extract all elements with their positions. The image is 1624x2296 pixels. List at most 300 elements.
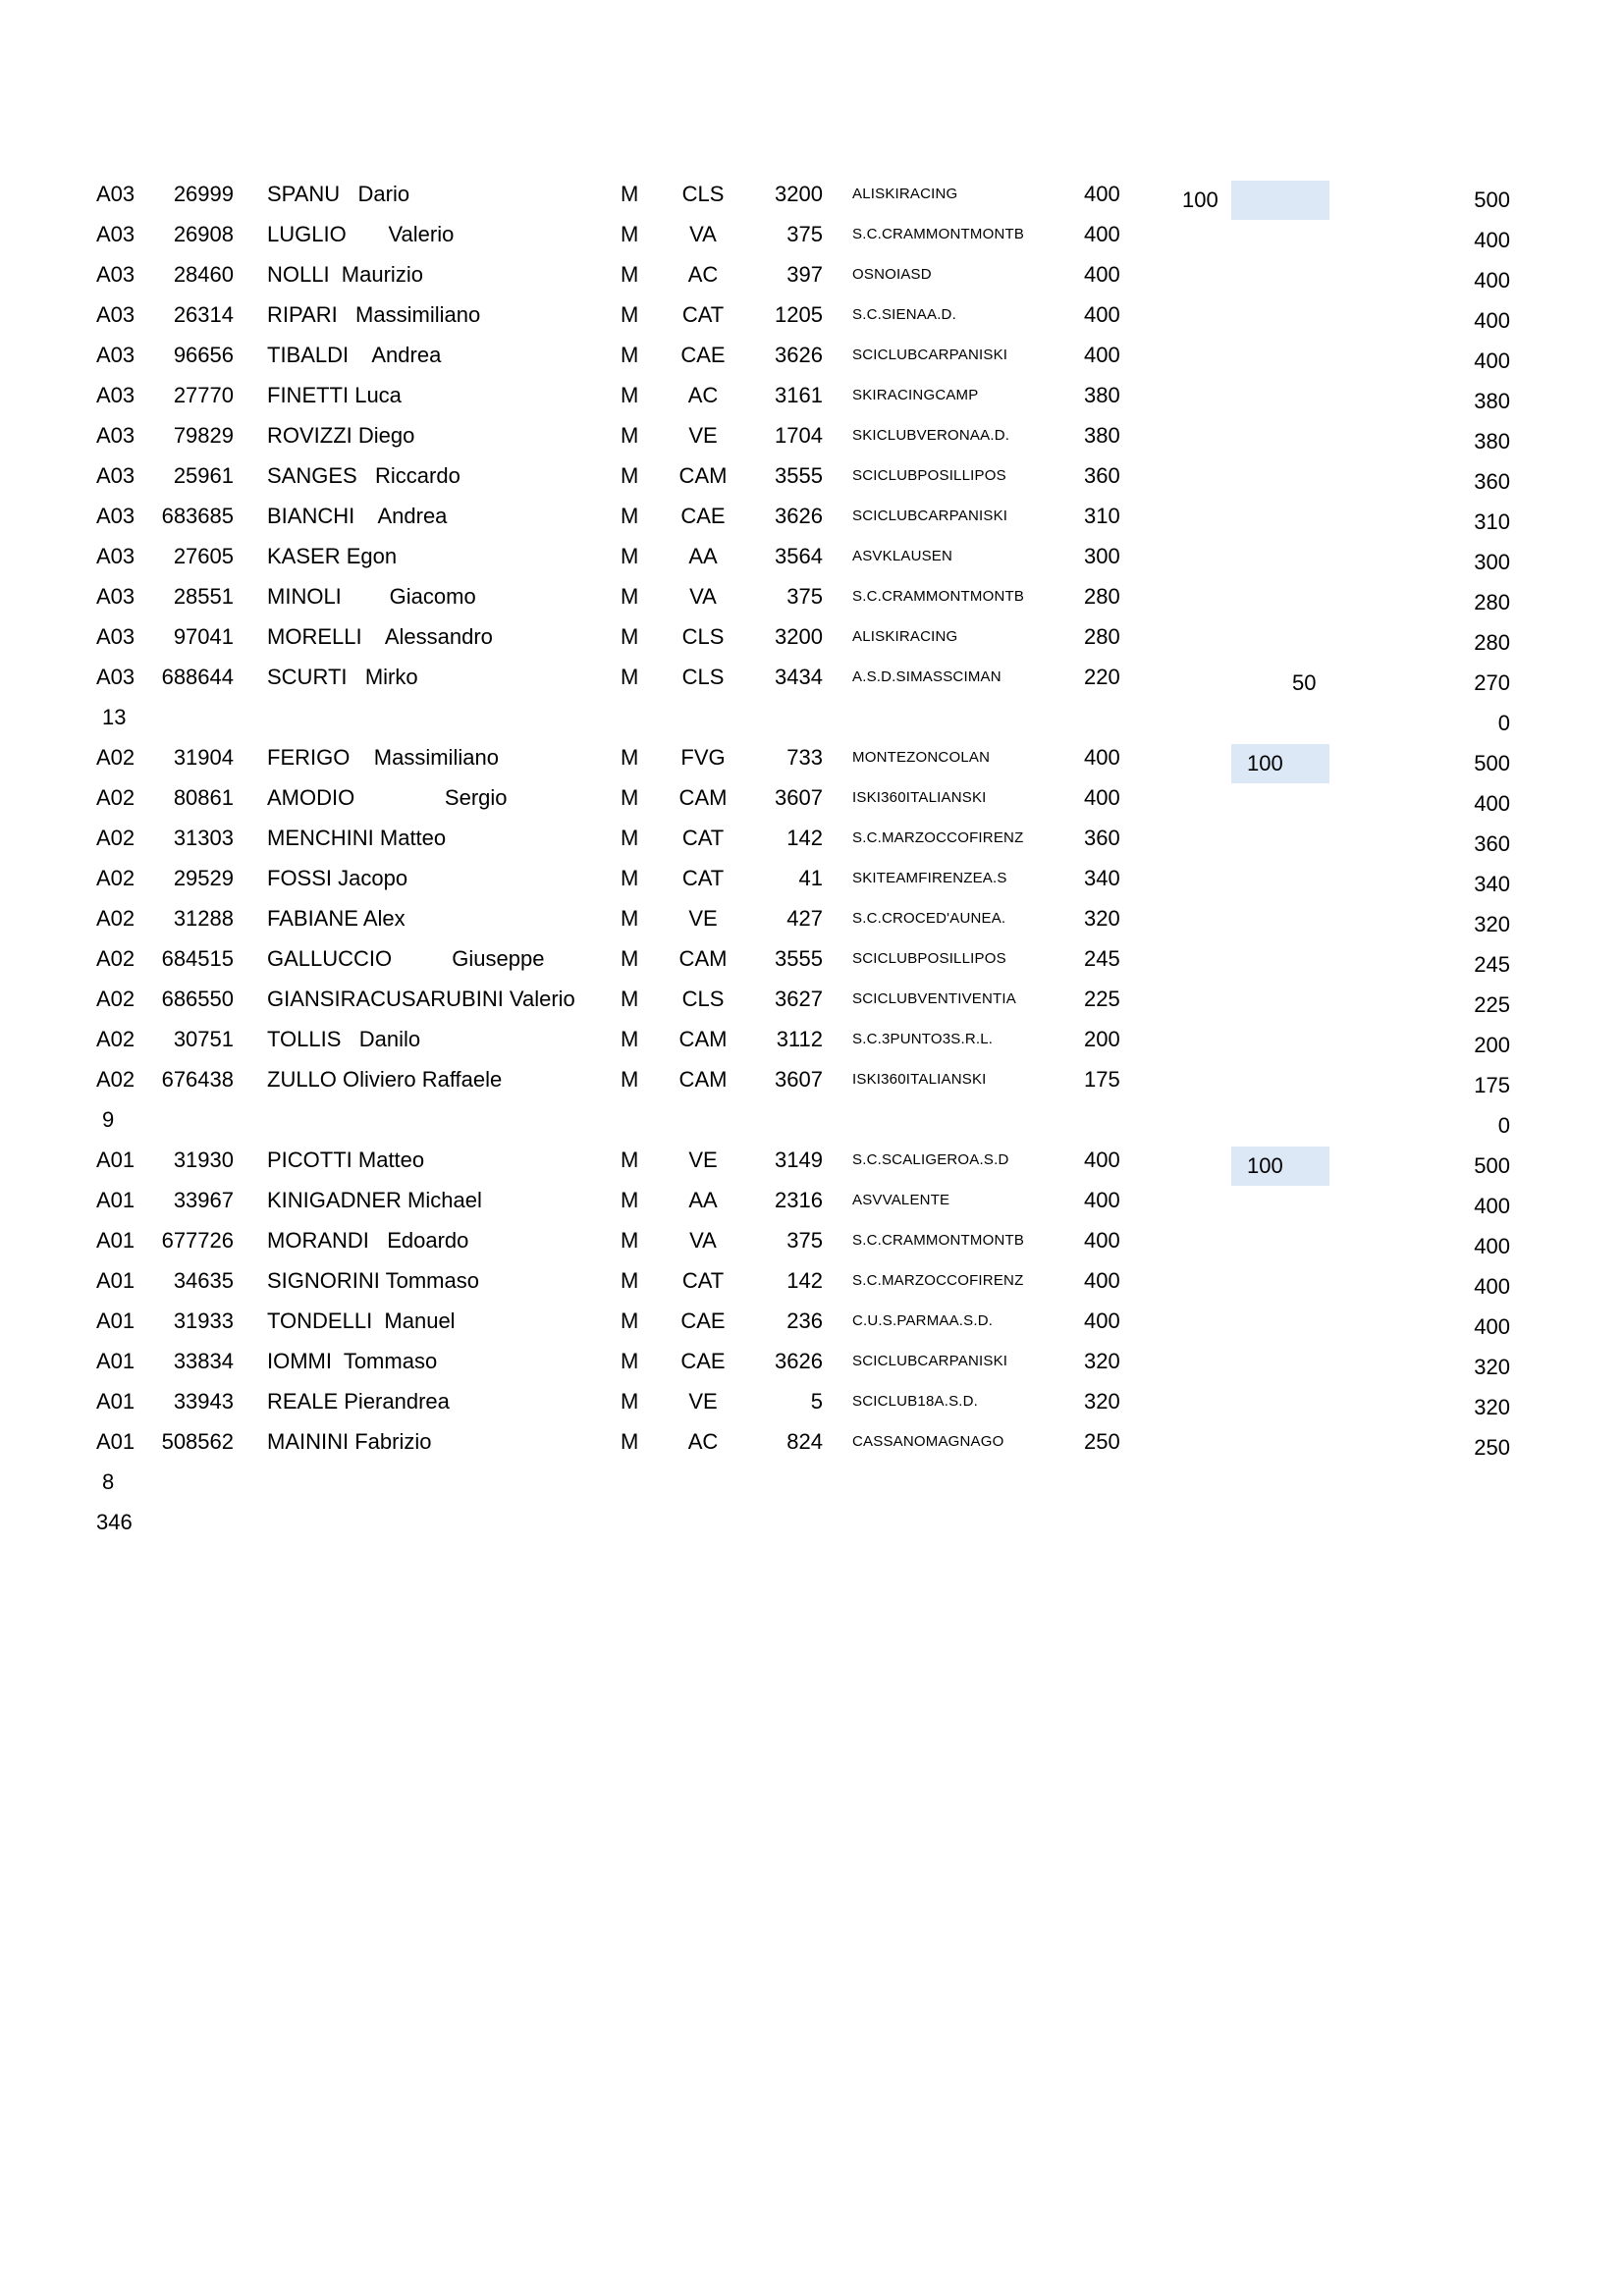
team-name-cell: SCICLUBCARPANISKI bbox=[852, 507, 1008, 524]
category-cell: A01 bbox=[96, 1389, 135, 1414]
team-name-cell: OSNOIASD bbox=[852, 266, 932, 283]
athlete-name-cell: ROVIZZI Diego bbox=[267, 423, 415, 448]
region-label: VA bbox=[689, 222, 717, 246]
total-cell: 225 bbox=[1474, 992, 1510, 1017]
team-name-cell: S.C.MARZOCCOFIRENZ bbox=[852, 829, 1024, 846]
category-cell: A03 bbox=[96, 182, 135, 206]
table-row bbox=[0, 336, 1624, 375]
points-cell: 340 bbox=[1084, 866, 1120, 890]
athlete-name-cell: SANGES Riccardo bbox=[267, 463, 460, 488]
athlete-code-cell: 31930 bbox=[173, 1148, 234, 1172]
table-row bbox=[0, 1020, 1624, 1059]
points-cell: 400 bbox=[1084, 745, 1120, 770]
athlete-code-cell: 26999 bbox=[173, 182, 234, 206]
sex-cell: M bbox=[621, 1429, 639, 1454]
club-code-cell: 142 bbox=[786, 826, 823, 850]
total-cell: 340 bbox=[1474, 872, 1510, 896]
category-cell: A02 bbox=[96, 1027, 135, 1051]
athlete-name-cell: TOLLIS Danilo bbox=[267, 1027, 421, 1051]
table-row bbox=[0, 980, 1624, 1019]
club-code-cell: 375 bbox=[786, 584, 823, 609]
points-cell: 400 bbox=[1084, 785, 1120, 810]
group-count: 13 bbox=[102, 705, 127, 729]
sex-cell: M bbox=[621, 423, 639, 448]
category-cell: A03 bbox=[96, 262, 135, 287]
club-code-cell: 397 bbox=[786, 262, 823, 287]
sex-cell: M bbox=[621, 343, 639, 367]
region-label: CAM bbox=[678, 946, 728, 971]
bonus-b-cell bbox=[1231, 1388, 1329, 1427]
team-name-cell: S.C.MARZOCCOFIRENZ bbox=[852, 1272, 1024, 1289]
bonus-b-cell bbox=[1231, 1187, 1329, 1226]
team-name-cell: ALISKIRACING bbox=[852, 628, 958, 645]
bonus-b-cell bbox=[1231, 1066, 1329, 1105]
total-cell: 400 bbox=[1474, 791, 1510, 816]
total-cell: 380 bbox=[1474, 429, 1510, 454]
grand-total-row bbox=[0, 1503, 1624, 1542]
points-cell: 400 bbox=[1084, 262, 1120, 287]
athlete-name-cell: LUGLIO Valerio bbox=[267, 222, 455, 246]
athlete-code-cell: 26908 bbox=[173, 222, 234, 246]
athlete-name-cell: RIPARI Massimiliano bbox=[267, 302, 481, 327]
club-code-cell: 1205 bbox=[775, 302, 823, 327]
sex-cell: M bbox=[621, 1268, 639, 1293]
points-cell: 220 bbox=[1084, 665, 1120, 689]
bonus-b-cell bbox=[1231, 342, 1329, 381]
sex-cell: M bbox=[621, 624, 639, 649]
region-label: CAM bbox=[678, 1067, 728, 1092]
sex-cell: M bbox=[621, 463, 639, 488]
points-cell: 380 bbox=[1084, 383, 1120, 407]
team-name-cell: SCICLUBPOSILLIPOS bbox=[852, 467, 1006, 484]
team-name-cell: ALISKIRACING bbox=[852, 186, 958, 202]
table-row bbox=[0, 738, 1624, 777]
club-code-cell: 41 bbox=[798, 866, 823, 890]
team-name-cell: SKIRACINGCAMP bbox=[852, 387, 979, 403]
team-name-cell: C.U.S.PARMAA.S.D. bbox=[852, 1312, 994, 1329]
group-count-total: 0 bbox=[1497, 1113, 1510, 1138]
athlete-code-cell: 31904 bbox=[173, 745, 234, 770]
table-row bbox=[0, 658, 1624, 697]
athlete-name-cell: KASER Egon bbox=[267, 544, 398, 568]
athlete-name-cell: FERIGO Massimiliano bbox=[267, 745, 499, 770]
table-row bbox=[0, 255, 1624, 294]
bonus-b-cell bbox=[1231, 181, 1329, 220]
category-cell: A02 bbox=[96, 785, 135, 810]
table-row bbox=[0, 175, 1624, 214]
table-row bbox=[0, 1302, 1624, 1341]
athlete-name-cell: KINIGADNER Michael bbox=[267, 1188, 482, 1212]
athlete-name-cell: GALLUCCIO Giuseppe bbox=[267, 946, 545, 971]
sex-cell: M bbox=[621, 866, 639, 890]
athlete-name-cell: FABIANE Alex bbox=[267, 906, 406, 931]
category-cell: A01 bbox=[96, 1308, 135, 1333]
bonus-b-cell bbox=[1231, 744, 1329, 783]
athlete-code-cell: 33943 bbox=[173, 1389, 234, 1414]
bonus-b-cell bbox=[1231, 261, 1329, 300]
points-cell: 310 bbox=[1084, 504, 1120, 528]
athlete-name-cell: MORANDI Edoardo bbox=[267, 1228, 469, 1253]
points-cell: 400 bbox=[1084, 1268, 1120, 1293]
region-label: CAM bbox=[678, 1027, 728, 1051]
table-row bbox=[0, 1181, 1624, 1220]
category-cell: A03 bbox=[96, 584, 135, 609]
athlete-name-cell: ZULLO Oliviero Raffaele bbox=[267, 1067, 503, 1092]
club-code-cell: 3626 bbox=[775, 343, 823, 367]
bonus-b-value: 100 bbox=[1247, 751, 1283, 775]
athlete-name-cell: SCURTI Mirko bbox=[267, 665, 418, 689]
category-cell: A03 bbox=[96, 222, 135, 246]
bonus-b-cell bbox=[1231, 1147, 1329, 1186]
sex-cell: M bbox=[621, 222, 639, 246]
category-cell: A02 bbox=[96, 745, 135, 770]
total-cell: 300 bbox=[1474, 550, 1510, 574]
team-name-cell: ISKI360ITALIANSKI bbox=[852, 1071, 987, 1088]
athlete-code-cell: 31933 bbox=[173, 1308, 234, 1333]
bonus-b-cell bbox=[1231, 784, 1329, 824]
bonus-b-cell bbox=[1231, 583, 1329, 622]
sex-cell: M bbox=[621, 1188, 639, 1212]
athlete-name-cell: SPANU Dario bbox=[267, 182, 410, 206]
category-cell: A02 bbox=[96, 946, 135, 971]
club-code-cell: 3564 bbox=[775, 544, 823, 568]
athlete-code-cell: 25961 bbox=[173, 463, 234, 488]
bonus-b-cell bbox=[1231, 221, 1329, 260]
region-label: CAM bbox=[678, 785, 728, 810]
sex-cell: M bbox=[621, 182, 639, 206]
points-cell: 360 bbox=[1084, 826, 1120, 850]
athlete-code-cell: 79829 bbox=[173, 423, 234, 448]
table-row bbox=[0, 859, 1624, 898]
group-count-total: 0 bbox=[1497, 711, 1510, 735]
region-label: VE bbox=[688, 1389, 718, 1414]
category-cell: A03 bbox=[96, 383, 135, 407]
athlete-name-cell: SIGNORINI Tommaso bbox=[267, 1268, 479, 1293]
group-count: 9 bbox=[102, 1107, 115, 1132]
total-cell: 200 bbox=[1474, 1033, 1510, 1057]
athlete-code-cell: 684515 bbox=[161, 946, 234, 971]
points-cell: 400 bbox=[1084, 302, 1120, 327]
region-label: VE bbox=[688, 1148, 718, 1172]
club-code-cell: 3112 bbox=[776, 1027, 823, 1051]
points-cell: 400 bbox=[1084, 1148, 1120, 1172]
points-cell: 400 bbox=[1084, 1228, 1120, 1253]
table-row bbox=[0, 1382, 1624, 1421]
bonus-b-cell bbox=[1231, 865, 1329, 904]
region-label: AC bbox=[687, 262, 719, 287]
points-cell: 300 bbox=[1084, 544, 1120, 568]
total-cell: 245 bbox=[1474, 952, 1510, 977]
region-label: AA bbox=[688, 1188, 718, 1212]
athlete-name-cell: MINOLI Giacomo bbox=[267, 584, 476, 609]
points-cell: 400 bbox=[1084, 182, 1120, 206]
total-cell: 400 bbox=[1474, 1234, 1510, 1258]
sex-cell: M bbox=[621, 383, 639, 407]
table-row bbox=[0, 939, 1624, 979]
athlete-name-cell: TIBALDI Andrea bbox=[267, 343, 442, 367]
table-row bbox=[0, 617, 1624, 657]
category-cell: A02 bbox=[96, 906, 135, 931]
sex-cell: M bbox=[621, 785, 639, 810]
bonus-b-cell bbox=[1231, 1267, 1329, 1307]
group-count: 8 bbox=[102, 1469, 115, 1494]
club-code-cell: 3627 bbox=[775, 987, 823, 1011]
region-label: CAE bbox=[680, 1349, 726, 1373]
athlete-name-cell: MENCHINI Matteo bbox=[267, 826, 447, 850]
club-code-cell: 733 bbox=[786, 745, 823, 770]
sex-cell: M bbox=[621, 1228, 639, 1253]
region-label: FVG bbox=[680, 745, 726, 770]
points-cell: 400 bbox=[1084, 1308, 1120, 1333]
region-label: CAE bbox=[680, 1308, 726, 1333]
bonus-b-cell bbox=[1231, 543, 1329, 582]
total-cell: 280 bbox=[1474, 630, 1510, 655]
bonus-b-cell bbox=[1231, 503, 1329, 542]
athlete-name-cell: GIANSIRACUSARUBINI Valerio bbox=[267, 987, 575, 1011]
sex-cell: M bbox=[621, 1067, 639, 1092]
club-code-cell: 3555 bbox=[775, 946, 823, 971]
team-name-cell: MONTEZONCOLAN bbox=[852, 749, 991, 766]
table-row bbox=[0, 376, 1624, 415]
bonus-b-cell bbox=[1231, 986, 1329, 1025]
athlete-name-cell: NOLLI Maurizio bbox=[267, 262, 423, 287]
sex-cell: M bbox=[621, 946, 639, 971]
sex-cell: M bbox=[621, 584, 639, 609]
total-cell: 500 bbox=[1474, 751, 1510, 775]
region-label: CLS bbox=[681, 987, 725, 1011]
total-cell: 400 bbox=[1474, 348, 1510, 373]
team-name-cell: S.C.3PUNTO3S.R.L. bbox=[852, 1031, 994, 1047]
athlete-code-cell: 27605 bbox=[173, 544, 234, 568]
team-name-cell: S.C.CROCED'AUNEA. bbox=[852, 910, 1006, 927]
bonus-b-cell bbox=[1231, 1428, 1329, 1468]
points-cell: 320 bbox=[1084, 1389, 1120, 1414]
athlete-name-cell: BIANCHI Andrea bbox=[267, 504, 448, 528]
total-cell: 270 bbox=[1474, 670, 1510, 695]
points-cell: 280 bbox=[1084, 584, 1120, 609]
region-label: CAE bbox=[680, 504, 726, 528]
athlete-code-cell: 31303 bbox=[173, 826, 234, 850]
bonus-b-cell bbox=[1231, 623, 1329, 663]
table-row bbox=[0, 1422, 1624, 1462]
total-cell: 320 bbox=[1474, 1395, 1510, 1419]
category-cell: A03 bbox=[96, 544, 135, 568]
sex-cell: M bbox=[621, 1027, 639, 1051]
region-label: VA bbox=[689, 584, 717, 609]
club-code-cell: 375 bbox=[786, 222, 823, 246]
total-cell: 175 bbox=[1474, 1073, 1510, 1097]
table-row bbox=[0, 1060, 1624, 1099]
points-cell: 360 bbox=[1084, 463, 1120, 488]
region-label: CAT bbox=[681, 866, 725, 890]
region-label: CLS bbox=[681, 624, 725, 649]
table-row bbox=[0, 899, 1624, 938]
category-cell: A02 bbox=[96, 866, 135, 890]
athlete-code-cell: 686550 bbox=[161, 987, 234, 1011]
region-label: CAT bbox=[681, 302, 725, 327]
category-cell: A02 bbox=[96, 1067, 135, 1092]
total-cell: 400 bbox=[1474, 1274, 1510, 1299]
points-cell: 400 bbox=[1084, 222, 1120, 246]
total-cell: 280 bbox=[1474, 590, 1510, 614]
region-label: VE bbox=[688, 423, 718, 448]
table-row bbox=[0, 215, 1624, 254]
group-count-row bbox=[0, 698, 1624, 737]
category-cell: A01 bbox=[96, 1188, 135, 1212]
points-cell: 175 bbox=[1084, 1067, 1120, 1092]
athlete-code-cell: 676438 bbox=[161, 1067, 234, 1092]
athlete-code-cell: 508562 bbox=[161, 1429, 234, 1454]
sex-cell: M bbox=[621, 1349, 639, 1373]
points-cell: 280 bbox=[1084, 624, 1120, 649]
bonus-b-cell bbox=[1231, 422, 1329, 461]
total-cell: 400 bbox=[1474, 228, 1510, 252]
athlete-code-cell: 683685 bbox=[161, 504, 234, 528]
table-row bbox=[0, 778, 1624, 818]
athlete-name-cell: FOSSI Jacopo bbox=[267, 866, 408, 890]
category-cell: A01 bbox=[96, 1429, 135, 1454]
points-cell: 320 bbox=[1084, 906, 1120, 931]
team-name-cell: S.C.SCALIGEROA.S.D bbox=[852, 1151, 1009, 1168]
club-code-cell: 3626 bbox=[775, 1349, 823, 1373]
table-row bbox=[0, 497, 1624, 536]
table-row bbox=[0, 1261, 1624, 1301]
club-code-cell: 236 bbox=[786, 1308, 823, 1333]
athlete-code-cell: 677726 bbox=[161, 1228, 234, 1253]
category-cell: A03 bbox=[96, 624, 135, 649]
sex-cell: M bbox=[621, 987, 639, 1011]
team-name-cell: S.C.SIENAA.D. bbox=[852, 306, 956, 323]
club-code-cell: 3607 bbox=[775, 785, 823, 810]
sex-cell: M bbox=[621, 302, 639, 327]
category-cell: A02 bbox=[96, 987, 135, 1011]
category-cell: A02 bbox=[96, 826, 135, 850]
category-cell: A03 bbox=[96, 423, 135, 448]
total-cell: 500 bbox=[1474, 187, 1510, 212]
club-code-cell: 3626 bbox=[775, 504, 823, 528]
bonus-b-cell bbox=[1231, 945, 1329, 985]
category-cell: A03 bbox=[96, 343, 135, 367]
bonus-b-cell bbox=[1231, 905, 1329, 944]
region-label: VE bbox=[688, 906, 718, 931]
region-label: AC bbox=[687, 1429, 719, 1454]
sex-cell: M bbox=[621, 665, 639, 689]
athlete-name-cell: FINETTI Luca bbox=[267, 383, 402, 407]
team-name-cell: ASVVALENTE bbox=[852, 1192, 950, 1208]
sex-cell: M bbox=[621, 544, 639, 568]
bonus-b-cell bbox=[1231, 1348, 1329, 1387]
athlete-code-cell: 34635 bbox=[173, 1268, 234, 1293]
total-cell: 360 bbox=[1474, 831, 1510, 856]
team-name-cell: ISKI360ITALIANSKI bbox=[852, 789, 987, 806]
athlete-code-cell: 31288 bbox=[173, 906, 234, 931]
group-count-row bbox=[0, 1463, 1624, 1502]
athlete-code-cell: 96656 bbox=[173, 343, 234, 367]
table-row bbox=[0, 577, 1624, 616]
points-cell: 200 bbox=[1084, 1027, 1120, 1051]
athlete-code-cell: 33967 bbox=[173, 1188, 234, 1212]
team-name-cell: SCICLUB18A.S.D. bbox=[852, 1393, 979, 1410]
team-name-cell: SKICLUBVERONAA.D. bbox=[852, 427, 1010, 444]
region-label: CLS bbox=[681, 182, 725, 206]
athlete-code-cell: 26314 bbox=[173, 302, 234, 327]
club-code-cell: 5 bbox=[810, 1389, 823, 1414]
grand-total: 346 bbox=[96, 1510, 133, 1534]
table-row bbox=[0, 1342, 1624, 1381]
table-row bbox=[0, 819, 1624, 858]
athlete-name-cell: TONDELLI Manuel bbox=[267, 1308, 456, 1333]
club-code-cell: 142 bbox=[786, 1268, 823, 1293]
athlete-name-cell: PICOTTI Matteo bbox=[267, 1148, 425, 1172]
table-row bbox=[0, 295, 1624, 335]
team-name-cell: SKITEAMFIRENZEA.S bbox=[852, 870, 1007, 886]
team-name-cell: S.C.CRAMMONTMONTB bbox=[852, 1232, 1025, 1249]
sex-cell: M bbox=[621, 745, 639, 770]
total-cell: 400 bbox=[1474, 308, 1510, 333]
bonus-b-cell bbox=[1231, 301, 1329, 341]
athlete-code-cell: 27770 bbox=[173, 383, 234, 407]
club-code-cell: 3555 bbox=[775, 463, 823, 488]
region-label: CAM bbox=[678, 463, 728, 488]
bonus-b-cell bbox=[1231, 1308, 1329, 1347]
club-code-cell: 3161 bbox=[775, 383, 823, 407]
club-code-cell: 427 bbox=[786, 906, 823, 931]
points-cell: 250 bbox=[1084, 1429, 1120, 1454]
category-cell: A01 bbox=[96, 1228, 135, 1253]
sex-cell: M bbox=[621, 1389, 639, 1414]
team-name-cell: SCICLUBPOSILLIPOS bbox=[852, 950, 1006, 967]
athlete-code-cell: 80861 bbox=[173, 785, 234, 810]
club-code-cell: 3434 bbox=[775, 665, 823, 689]
points-cell: 225 bbox=[1084, 987, 1120, 1011]
club-code-cell: 1704 bbox=[775, 423, 823, 448]
region-label: AA bbox=[688, 544, 718, 568]
athlete-code-cell: 688644 bbox=[161, 665, 234, 689]
team-name-cell: ASVKLAUSEN bbox=[852, 548, 953, 564]
athlete-code-cell: 30751 bbox=[173, 1027, 234, 1051]
total-cell: 250 bbox=[1474, 1435, 1510, 1460]
sex-cell: M bbox=[621, 1308, 639, 1333]
bonus-b-cell bbox=[1231, 382, 1329, 421]
points-cell: 400 bbox=[1084, 1188, 1120, 1212]
athlete-name-cell: MAININI Fabrizio bbox=[267, 1429, 432, 1454]
bonus-b-cell bbox=[1231, 462, 1329, 502]
region-label: CAT bbox=[681, 1268, 725, 1293]
team-name-cell: S.C.CRAMMONTMONTB bbox=[852, 588, 1025, 605]
athlete-code-cell: 28460 bbox=[173, 262, 234, 287]
category-cell: A01 bbox=[96, 1148, 135, 1172]
category-cell: A03 bbox=[96, 665, 135, 689]
region-label: CAT bbox=[681, 826, 725, 850]
sex-cell: M bbox=[621, 504, 639, 528]
total-cell: 310 bbox=[1474, 509, 1510, 534]
region-label: AC bbox=[687, 383, 719, 407]
bonus-c-cell: 50 bbox=[1292, 670, 1317, 695]
athlete-name-cell: AMODIO Sergio bbox=[267, 785, 508, 810]
athlete-name-cell: REALE Pierandrea bbox=[267, 1389, 450, 1414]
athlete-code-cell: 29529 bbox=[173, 866, 234, 890]
bonus-b-cell bbox=[1231, 825, 1329, 864]
sex-cell: M bbox=[621, 826, 639, 850]
athlete-code-cell: 97041 bbox=[173, 624, 234, 649]
club-code-cell: 3200 bbox=[775, 182, 823, 206]
athlete-code-cell: 28551 bbox=[173, 584, 234, 609]
total-cell: 380 bbox=[1474, 389, 1510, 413]
team-name-cell: SCICLUBCARPANISKI bbox=[852, 1353, 1008, 1369]
category-cell: A03 bbox=[96, 504, 135, 528]
team-name-cell: SCICLUBVENTIVENTIA bbox=[852, 990, 1016, 1007]
team-name-cell: A.S.D.SIMASSCIMAN bbox=[852, 668, 1001, 685]
